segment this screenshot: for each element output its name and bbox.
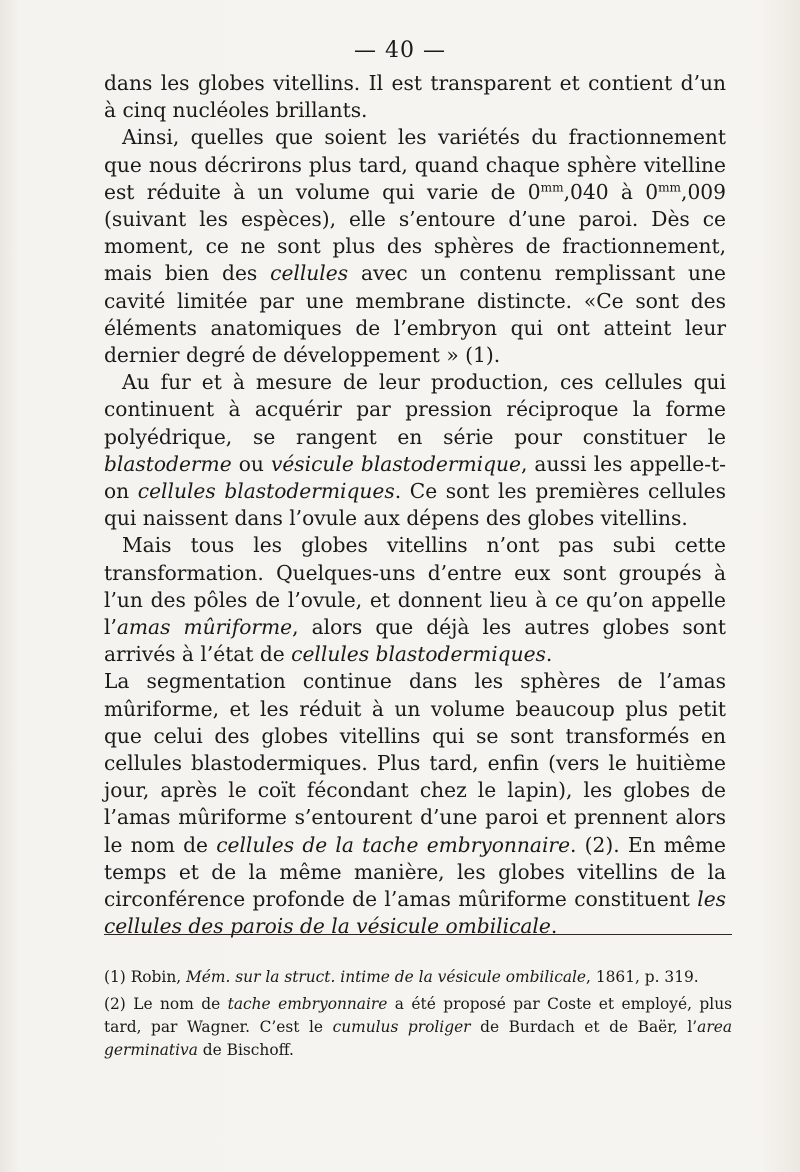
- italic-text: Mém. sur la struct. intime de la vésicule ombilicale: [186, 968, 587, 986]
- footnote-2: [104, 993, 732, 1062]
- text-run: .: [545, 642, 553, 667]
- text-run: (1) Robin,: [104, 968, 187, 986]
- italic-text: vésicule blastodermique: [270, 451, 521, 476]
- page-number: — 40 —: [354, 38, 446, 63]
- paragraph-5: [104, 668, 726, 940]
- footnote-1: [104, 966, 732, 989]
- text-run: Mais tous les globes vitellins n’ont pas subi cette transformation. Quelques-uns d’entre eux sont groupés à l’un des pôles de l’ovule, et donnent lieu à ce qu’on appelle l’: [104, 533, 726, 640]
- italic-text: tache embryonnaire: [227, 995, 388, 1013]
- paragraph-1: [104, 70, 726, 124]
- text-run: de Bischoff.: [197, 1041, 294, 1059]
- superscript-text: mm: [540, 180, 564, 195]
- italic-text: area germinativa: [104, 1018, 732, 1059]
- text-run: de Burdach et de Baër, l’: [470, 1018, 698, 1036]
- text-run: . (2). En même temps et de la même manière, les globes vitellins de la circonférence profonde de l’amas mûriforme constituent: [104, 832, 726, 912]
- text-run: , aussi les appelle-t-on: [104, 451, 726, 504]
- paragraph-2: [104, 124, 726, 369]
- body-text: [104, 70, 726, 941]
- italic-text: amas mûriforme: [116, 615, 293, 640]
- italic-text: cellules blastodermiques: [137, 479, 395, 504]
- text-run: avec un contenu remplissant une cavité limitée par une membrane distincte. «Ce sont des éléments anatomiques de l’embryon qui ont atteint leur dernier degré de développement » (1).: [104, 261, 726, 368]
- superscript-text: mm: [658, 180, 682, 195]
- text-run: .: [550, 914, 558, 939]
- text-run: dans les globes vitellins. Il est transparent et contient d’un à cinq nucléoles brillants.: [104, 71, 726, 123]
- text-run: . Ce sont les premières cellules qui naissent dans l’ovule aux dépens des globes vitellins.: [104, 479, 726, 531]
- paragraph-3: [104, 369, 726, 532]
- text-run: (2) Le nom de: [104, 995, 228, 1013]
- italic-text: cumulus proliger: [332, 1018, 471, 1036]
- footnotes: [104, 966, 732, 1062]
- italic-text: blastoderme: [104, 451, 232, 476]
- italic-text: cellules blastodermiques: [291, 642, 546, 667]
- footnote-rule: [104, 934, 732, 935]
- text-run: ou: [231, 451, 271, 476]
- text-run: , 1861, p. 319.: [586, 968, 699, 986]
- text-run: Ainsi, quelles que soient les variétés du fractionnement que nous décrirons plus tard, quand chaque sphère vitelline est réduite à un volume qui varie de 0: [104, 125, 726, 204]
- text-run: ,009 (suivant les espèces), elle s’entoure d’une paroi. Dès ce moment, ce ne sont plus des sphères de fractionnement, mais bien des: [104, 179, 726, 286]
- text-run: La segmentation continue dans les sphères de l’amas mûriforme, et les réduit à un volume beaucoup plus petit que celui des globes vitellins qui se sont transformés en cellules blastodermiques. Plus tard, enfin (vers le huitième jour, après le coït fécondant chez le lapin), les globes de l’amas mûriforme s’entourent d’une paroi et prennent alors le nom de: [104, 669, 726, 857]
- paragraph-4: [104, 532, 726, 668]
- text-run: a été proposé par Coste et employé, plus tard, par Wagner. C’est le: [104, 995, 733, 1036]
- text-run: , alors que déjà les autres globes sont arrivés à l’état de: [104, 615, 726, 667]
- italic-text: cellules de la tache embryonnaire: [216, 832, 571, 857]
- text-run: Au fur et à mesure de leur production, ces cellules qui continuent à acquérir par pression réciproque la forme polyédrique, se rangent en série pour constituer le: [104, 370, 726, 449]
- italic-text: cellules: [270, 261, 349, 286]
- italic-text: les cellules des parois de la vésicule ombilicale: [104, 887, 726, 939]
- text-run: ,040 à 0: [563, 179, 659, 204]
